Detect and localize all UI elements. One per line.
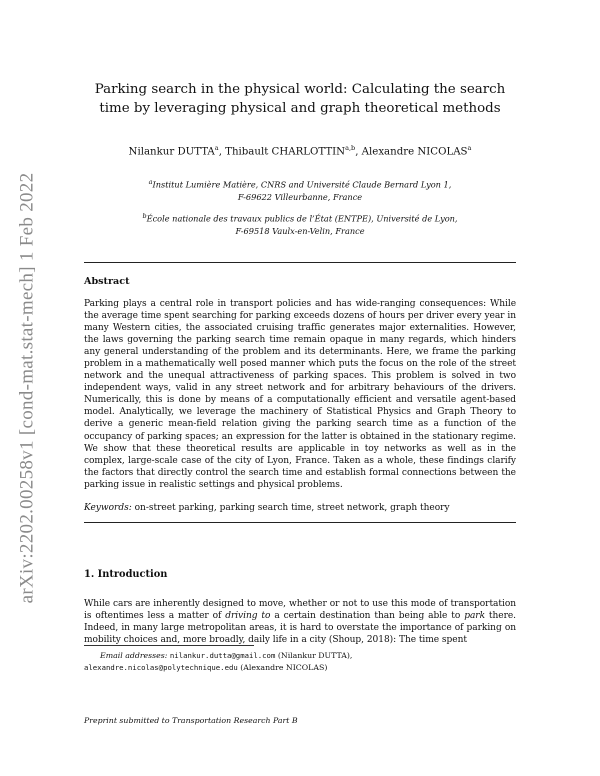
affiliation-a [84, 176, 516, 203]
keywords-label: Keywords: [84, 503, 132, 513]
author-list: Nilankur DUTTA$^a$, Thibault CHARLOTTIN$^{a,b}$, Alexandre NICOLAS$^a$ [128, 144, 472, 158]
preprint-note: Preprint submitted to Transportation Research Part B [84, 716, 298, 725]
introduction-text: While cars are inherently designed to move, whether or not to use this mode of transportation is oftentimes less a matter of driving to a certain destination than being able to park there. Indeed, in many large metropolitan areas, it is hard to overstate the importance of parking on mobility choices and, more broadly, daily life in a city (Shoup, 2018): The time spent [84, 599, 516, 646]
affiliation-mark: a [214, 144, 219, 152]
footnote-emails: Email addresses: nilankur.dutta@gmail.com (Nilankur DUTTA), alexandre.nicolas@polytechnique.edu (Alexandre NICOLAS) [84, 651, 353, 672]
author-name: Thibault CHARLOTTIN [225, 146, 346, 158]
footnote-label: Email addresses: [100, 651, 168, 660]
affiliation-line: École nationale des travaux publics de l’État (ENTPE), Université de Lyon, [146, 213, 458, 224]
emphasis: driving to [225, 611, 271, 622]
keywords [84, 503, 516, 513]
author-name: Alexandre NICOLAS [361, 146, 468, 158]
section-heading-introduction: 1. Introduction [84, 569, 168, 580]
affiliation-mark: a,b [345, 144, 356, 152]
email-link[interactable]: alexandre.nicolas@polytechnique.edu [84, 663, 238, 672]
keywords-list: on-street parking, parking search time, street network, graph theory [134, 503, 450, 513]
arxiv-identifier: arXiv:2202.00258v1 [cond-mat.stat-mech] 1 Feb 2022 [16, 172, 37, 604]
affiliation-mark: a [467, 144, 472, 152]
affiliation-line: F-69622 Villeurbanne, France [237, 191, 363, 202]
affiliation-line: Institut Lumière Matière, CNRS and Université Claude Bernard Lyon 1, [152, 179, 452, 190]
emphasis: park [464, 611, 485, 622]
affiliation-line: F-69518 Vaulx-en-Velin, France [235, 225, 365, 236]
email-link[interactable]: nilankur.dutta@gmail.com [169, 651, 276, 660]
abstract-top-rule [84, 262, 516, 263]
abstract-text: Parking plays a central role in transport policies and has wide-ranging consequences: While the average time spent searching for parking exceeds dozens of hours per driver every year in many Western cities, the associated cruising traffic generates major externalities. However, the laws governing the parking search time remain opaque in many regards, which hinders any general understanding of the problem and its determinants. Here, we frame the parking problem in a mathematically well posed manner which puts the focus on the role of the street network and the unequal attractiveness of parking spaces. This problem is solved in two independent ways, valid in any street network and for arbitrary behaviours of the drivers. Numerically, this is done by means of a computationally efficient and versatile agent-based model. Analytically, we leverage the machinery of Statistical Physics and Graph Theory to derive a generic mean-field relation giving the parking search time as a function of the occupancy of parking spaces; an expression for the latter is obtained in the stationary regime. We show that these theoretical results are applicable in toy networks as well as in the complex, large-scale case of the city of Lyon, France. Taken as a whole, these findings clarify the factors that directly control the search time and establish formal connections between the parking issue in realistic settings and physical problems. [84, 299, 516, 490]
affiliation-mark: a [148, 178, 153, 186]
abstract-bottom-rule [84, 522, 516, 523]
paper-title: Parking search in the physical world: Calculating the search time by leveraging physical and graph theoretical methods [94, 82, 506, 116]
footnote-rule [84, 645, 254, 646]
abstract-heading: Abstract [84, 276, 130, 287]
affiliation-mark: b [142, 212, 147, 220]
affiliation-b [84, 210, 516, 237]
arxiv-sidebar-stamp [14, 168, 40, 608]
author-name: Nilankur DUTTA [128, 146, 215, 158]
